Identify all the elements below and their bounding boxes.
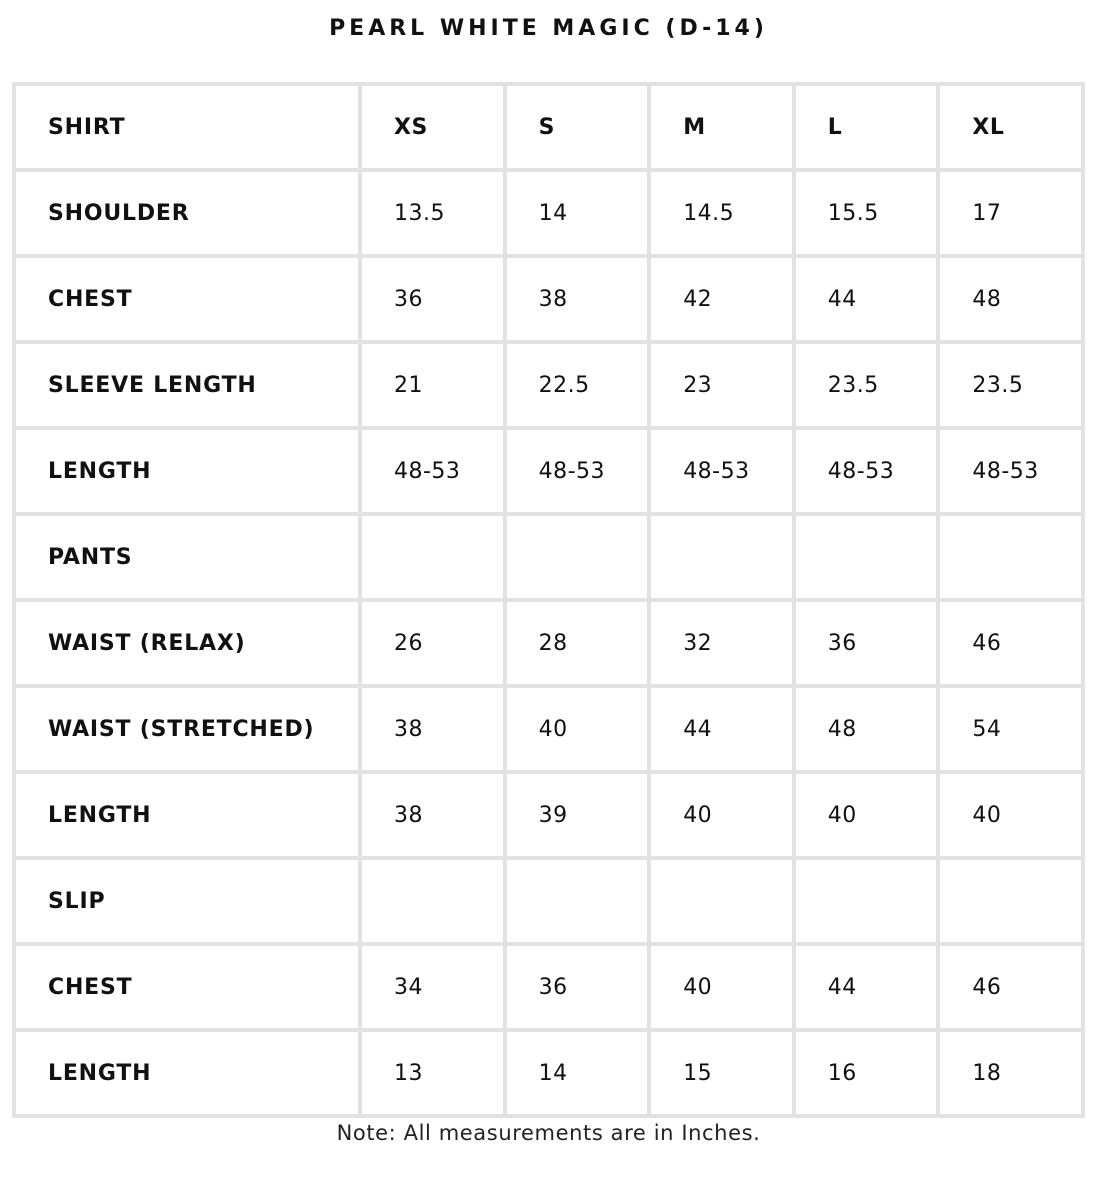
- table-cell: 36: [507, 946, 648, 1028]
- table-cell: 13.5: [362, 172, 503, 254]
- empty-cell: [940, 516, 1081, 598]
- table-row: [16, 946, 1081, 1028]
- table-cell: 23.5: [796, 344, 937, 426]
- section-header-row: [16, 516, 1081, 598]
- table-cell: 36: [796, 602, 937, 684]
- table-cell: 16: [796, 1032, 937, 1114]
- table-cell: 48: [940, 258, 1081, 340]
- row-label: CHEST: [16, 258, 358, 340]
- table-row: [16, 258, 1081, 340]
- table-cell: 42: [651, 258, 792, 340]
- empty-cell: [507, 860, 648, 942]
- table-cell: 36: [362, 258, 503, 340]
- table-cell: 17: [940, 172, 1081, 254]
- page-title: PEARL WHITE MAGIC (D-14): [329, 16, 768, 41]
- row-label: SHIRT: [16, 86, 358, 168]
- table-cell: 38: [362, 774, 503, 856]
- table-row: [16, 602, 1081, 684]
- size-chart-table: [12, 82, 1085, 1118]
- table-cell: 14.5: [651, 172, 792, 254]
- section-header-row: [16, 860, 1081, 942]
- table-cell: 22.5: [507, 344, 648, 426]
- row-label: LENGTH: [16, 774, 358, 856]
- table-cell: 26: [362, 602, 503, 684]
- empty-cell: [796, 516, 937, 598]
- table-cell: 38: [362, 688, 503, 770]
- table-cell: 15: [651, 1032, 792, 1114]
- table-cell: 48-53: [362, 430, 503, 512]
- table-row: [16, 344, 1081, 426]
- table-cell: 48-53: [651, 430, 792, 512]
- row-label: CHEST: [16, 946, 358, 1028]
- table-cell: 39: [507, 774, 648, 856]
- row-label: PANTS: [16, 516, 358, 598]
- table-cell: 21: [362, 344, 503, 426]
- empty-cell: [362, 860, 503, 942]
- empty-cell: [796, 860, 937, 942]
- row-label: WAIST (RELAX): [16, 602, 358, 684]
- table-cell: 48-53: [940, 430, 1081, 512]
- table-cell: 40: [507, 688, 648, 770]
- empty-cell: [507, 516, 648, 598]
- size-header-cell: L: [796, 86, 937, 168]
- table-cell: 44: [651, 688, 792, 770]
- table-cell: 54: [940, 688, 1081, 770]
- table-cell: 46: [940, 946, 1081, 1028]
- size-header-cell: S: [507, 86, 648, 168]
- table-cell: 14: [507, 1032, 648, 1114]
- table-cell: 48: [796, 688, 937, 770]
- table-cell: 44: [796, 258, 937, 340]
- table-cell: 40: [796, 774, 937, 856]
- empty-cell: [651, 516, 792, 598]
- table-row: [16, 1032, 1081, 1114]
- table-cell: 32: [651, 602, 792, 684]
- table-cell: 48-53: [796, 430, 937, 512]
- table-cell: 40: [651, 946, 792, 1028]
- measurement-note: Note: All measurements are in Inches.: [336, 1121, 761, 1145]
- row-label: LENGTH: [16, 430, 358, 512]
- row-label: SHOULDER: [16, 172, 358, 254]
- empty-cell: [651, 860, 792, 942]
- size-header-cell: M: [651, 86, 792, 168]
- table-row: [16, 688, 1081, 770]
- table-header-row: [16, 86, 1081, 168]
- size-header-cell: XL: [940, 86, 1081, 168]
- table-row: [16, 774, 1081, 856]
- table-cell: 38: [507, 258, 648, 340]
- table-cell: 13: [362, 1032, 503, 1114]
- table-cell: 40: [651, 774, 792, 856]
- empty-cell: [362, 516, 503, 598]
- table-row: [16, 172, 1081, 254]
- size-header-cell: XS: [362, 86, 503, 168]
- row-label: LENGTH: [16, 1032, 358, 1114]
- table-cell: 28: [507, 602, 648, 684]
- table-cell: 34: [362, 946, 503, 1028]
- table-cell: 14: [507, 172, 648, 254]
- table-cell: 40: [940, 774, 1081, 856]
- row-label: SLIP: [16, 860, 358, 942]
- table-row: [16, 430, 1081, 512]
- table-cell: 44: [796, 946, 937, 1028]
- table-cell: 23: [651, 344, 792, 426]
- table-cell: 23.5: [940, 344, 1081, 426]
- table-cell: 46: [940, 602, 1081, 684]
- row-label: SLEEVE LENGTH: [16, 344, 358, 426]
- table-cell: 15.5: [796, 172, 937, 254]
- empty-cell: [940, 860, 1081, 942]
- table-cell: 48-53: [507, 430, 648, 512]
- row-label: WAIST (STRETCHED): [16, 688, 358, 770]
- table-cell: 18: [940, 1032, 1081, 1114]
